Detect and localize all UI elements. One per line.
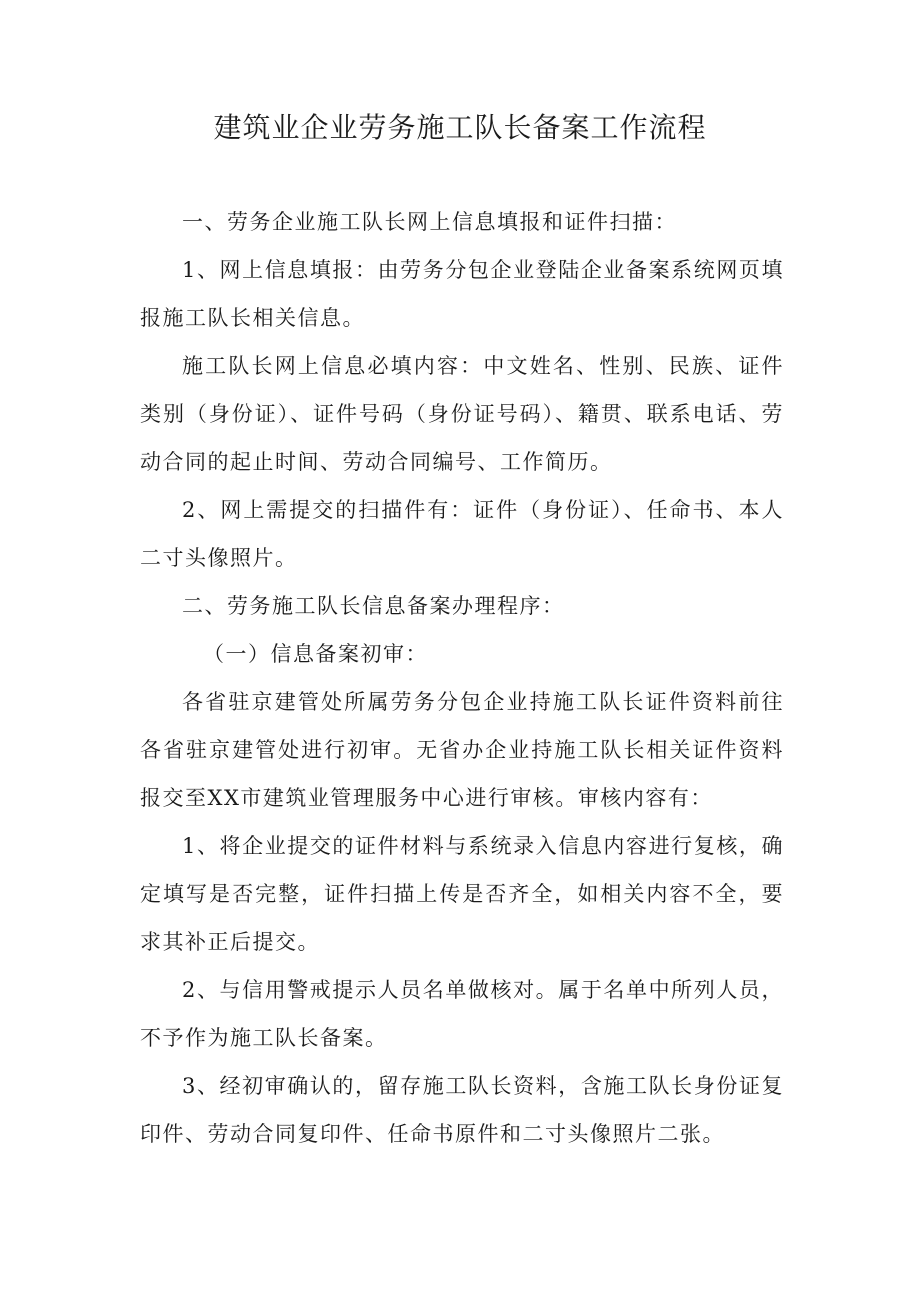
subsection-heading-initial-review: （一）信息备案初审：	[203, 642, 428, 666]
paragraph-review-item-3: 3、经初审确认的，留存施工队长资料，含施工队长身份证复印件、劳动合同复印件、任命书原件和二寸头像照片二张。	[140, 1074, 784, 1146]
paragraph-review-item-2: 2、与信用警戒提示人员名单做核对。属于名单中所列人员，不予作为施工队长备案。	[140, 978, 784, 1050]
section-heading-2: 二、劳务施工队长信息备案办理程序：	[182, 594, 565, 618]
paragraph-online-fill: 1、网上信息填报：由劳务分包企业登陆企业备案系统网页填报施工队长相关信息。	[140, 258, 784, 330]
paragraph-required-fields: 施工队长网上信息必填内容：中文姓名、性别、民族、证件类别（身份证）、证件号码（身份证号码）、籍贯、联系电话、劳动合同的起止时间、劳动合同编号、工作简历。	[140, 354, 784, 474]
paragraph-scan-files: 2、网上需提交的扫描件有：证件（身份证）、任命书、本人二寸头像照片。	[140, 498, 784, 570]
document-title: 建筑业企业劳务施工队长备案工作流程	[213, 111, 707, 144]
paragraph-initial-review: 各省驻京建管处所属劳务分包企业持施工队长证件资料前往各省驻京建管处进行初审。无省办企业持施工队长相关证件资料报交至XX市建筑业管理服务中心进行审核。审核内容有：	[140, 690, 784, 810]
paragraph-review-item-1: 1、将企业提交的证件材料与系统录入信息内容进行复核，确定填写是否完整，证件扫描上传是否齐全，如相关内容不全，要求其补正后提交。	[140, 834, 784, 954]
document-body	[140, 198, 784, 1158]
section-heading-1: 一、劳务企业施工队长网上信息填报和证件扫描：	[182, 210, 677, 234]
